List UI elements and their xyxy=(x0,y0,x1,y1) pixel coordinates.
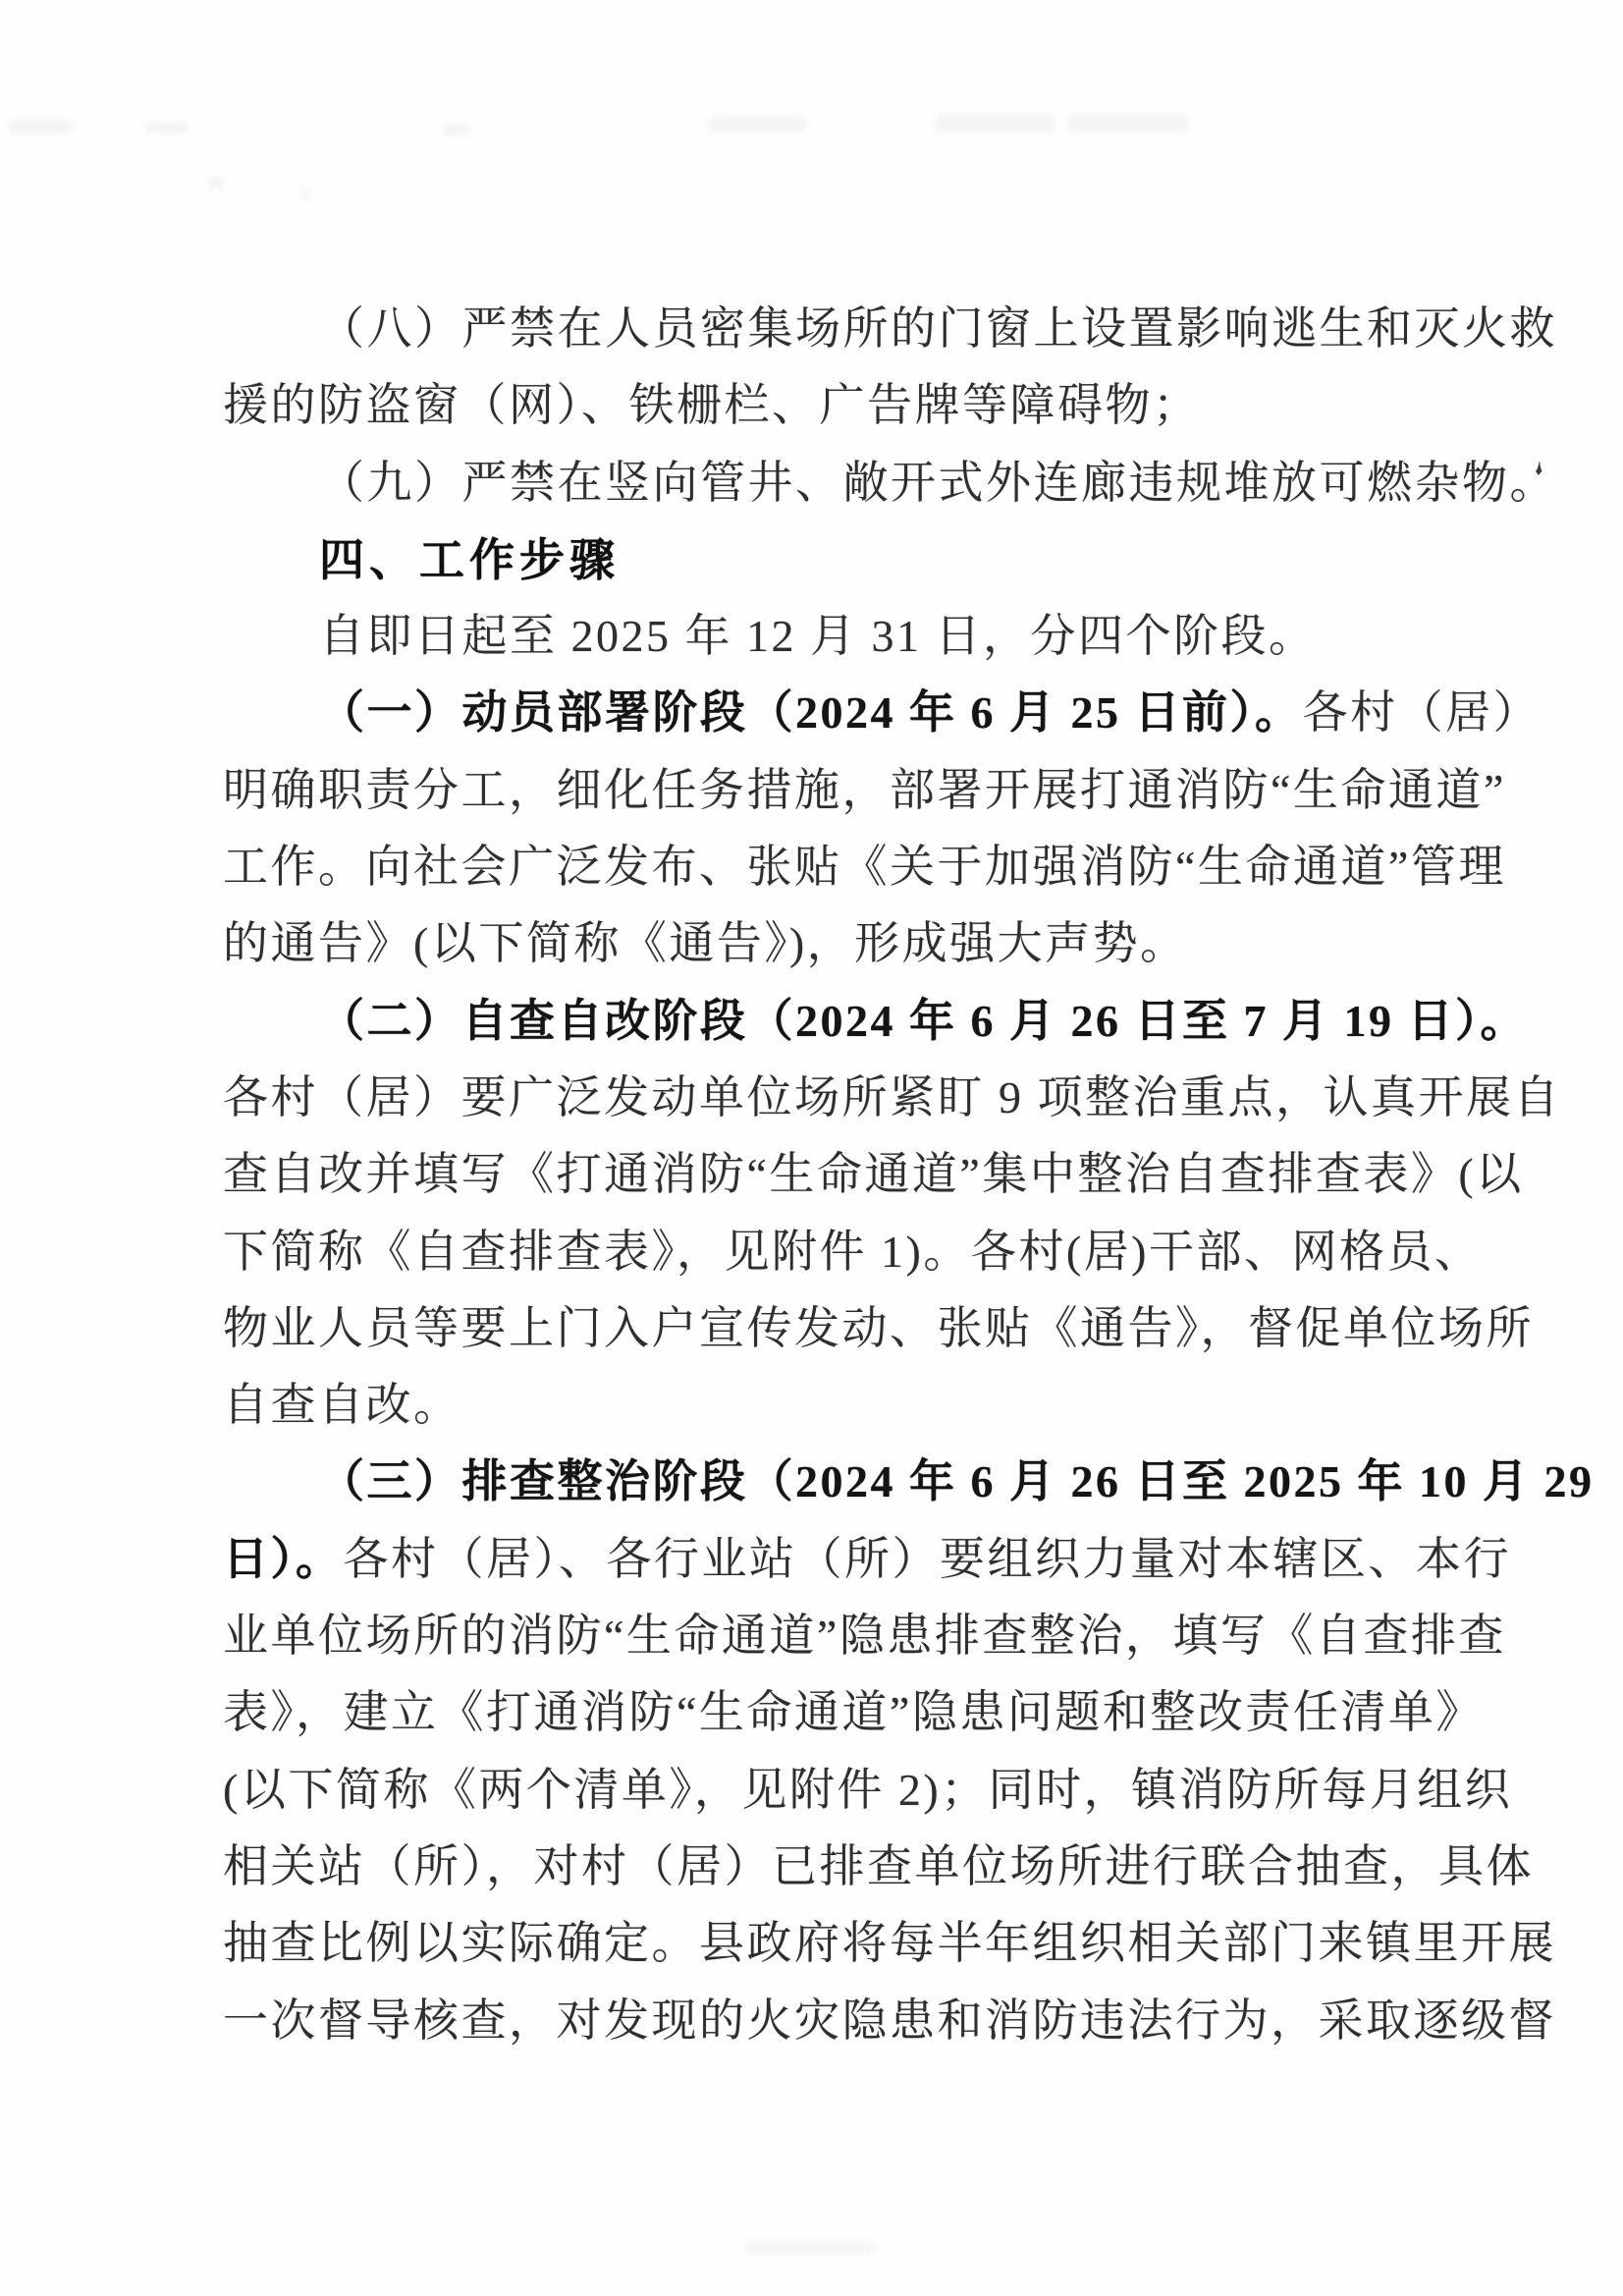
text-line xyxy=(223,1598,1506,1674)
line-text: 各村（居）、各行业站（所）要组织力量对本辖区、本行 xyxy=(343,1533,1511,1584)
text-line xyxy=(223,1136,1524,1213)
phase-3-heading-text: 日）。 xyxy=(223,1533,344,1584)
text-line xyxy=(223,1752,1513,1829)
scan-smudge xyxy=(709,117,807,133)
scan-smudge xyxy=(145,122,189,134)
text-line xyxy=(223,829,1506,905)
line-text: （九）严禁在竖向管井、敞开式外连廊违规堆放可燃杂物。 xyxy=(319,457,1557,508)
line-text: 自查自改。 xyxy=(223,1380,461,1431)
line-text: 的通告》(以下简称《通告》)，形成强大声势。 xyxy=(223,918,1188,969)
text-line-item8 xyxy=(223,291,1557,367)
line-text: (以下简称《两个清单》，见附件 2)；同时，镇消防所每月组织 xyxy=(223,1764,1513,1815)
text-line xyxy=(223,1674,1499,1751)
text-line xyxy=(223,1367,1499,1444)
section-heading-4 xyxy=(223,521,1499,598)
line-text: 工作。向社会广泛发布、张贴《关于加强消防“生命通道”管理 xyxy=(223,842,1506,893)
line-text: 相关站（所），对村（居）已排查单位场所进行联合抽查，具体 xyxy=(223,1840,1534,1891)
line-text: 物业人员等要上门入户宣传发动、张贴《通告》，督促单位场所 xyxy=(223,1302,1534,1353)
section-heading-text: 四、工作步骤 xyxy=(319,533,620,585)
line-text: 下简称《自查排查表》，见附件 1)。各村(居)干部、网格员、 xyxy=(223,1226,1483,1277)
phase-3-heading-text: （三）排查整治阶段（2024 年 6 月 26 日至 2025 年 10 月 29 xyxy=(319,1456,1595,1507)
scan-smudge xyxy=(208,177,224,189)
text-line xyxy=(223,1214,1499,1290)
phase-3-heading-continuation xyxy=(223,1521,1511,1598)
text-line-item9 xyxy=(223,445,1557,521)
text-line xyxy=(223,1060,1561,1136)
line-text: 援的防盗窗（网）、铁栅栏、广告牌等障碍物； xyxy=(223,380,1201,431)
phase-2-heading-text: （二）自查自改阶段（2024 年 6 月 26 日至 7 月 19 日）。 xyxy=(319,995,1528,1046)
text-line xyxy=(223,1829,1534,1905)
scan-smudge xyxy=(444,124,471,136)
scan-smudge xyxy=(8,120,73,134)
line-text: 一次督导核查，对发现的火灾隐患和消防违法行为，采取逐级督 xyxy=(223,1995,1556,2046)
phase-1-heading-line xyxy=(223,675,1541,751)
line-text: 明确职责分工，细化任务措施，部署开展打通消防“生命通道” xyxy=(223,764,1506,815)
line-text: 各村（居）要广泛发动单位场所紧盯 9 项整治重点，认真开展自 xyxy=(223,1071,1561,1122)
line-text: 各村（居） xyxy=(1302,687,1541,738)
text-line xyxy=(223,905,1499,982)
scan-smudge xyxy=(300,189,312,200)
scan-smudge xyxy=(746,2241,874,2255)
text-line xyxy=(223,1290,1534,1367)
text-line-timeline xyxy=(223,598,1499,675)
line-text: 表》，建立《打通消防“生命通道”隐患问题和整改责任清单》 xyxy=(223,1687,1484,1738)
text-line-item8b xyxy=(223,367,1499,444)
phase-1-heading-text: （一）动员部署阶段（2024 年 6 月 25 日前）。 xyxy=(319,687,1303,738)
line-text: 抽查比例以实际确定。县政府将每半年组织相关部门来镇里开展 xyxy=(223,1918,1556,1969)
phase-3-heading-line xyxy=(223,1444,1595,1520)
line-text: 业单位场所的消防“生命通道”隐患排查整治，填写《自查排查 xyxy=(223,1611,1506,1662)
line-text: （八）严禁在人员密集场所的门窗上设置影响逃生和灭火救 xyxy=(319,303,1557,354)
document-text xyxy=(223,291,1595,2059)
line-text: 查自改并填写《打通消防“生命通道”集中整治自查排查表》(以 xyxy=(223,1149,1524,1200)
scan-smudge xyxy=(1068,115,1188,133)
line-text: 自即日起至 2025 年 12 月 31 日，分四个阶段。 xyxy=(319,611,1317,662)
text-line xyxy=(223,1905,1556,1982)
scan-smudge xyxy=(935,115,1055,133)
phase-2-heading-line xyxy=(223,983,1528,1060)
text-line xyxy=(223,1983,1556,2059)
text-line xyxy=(223,752,1506,829)
